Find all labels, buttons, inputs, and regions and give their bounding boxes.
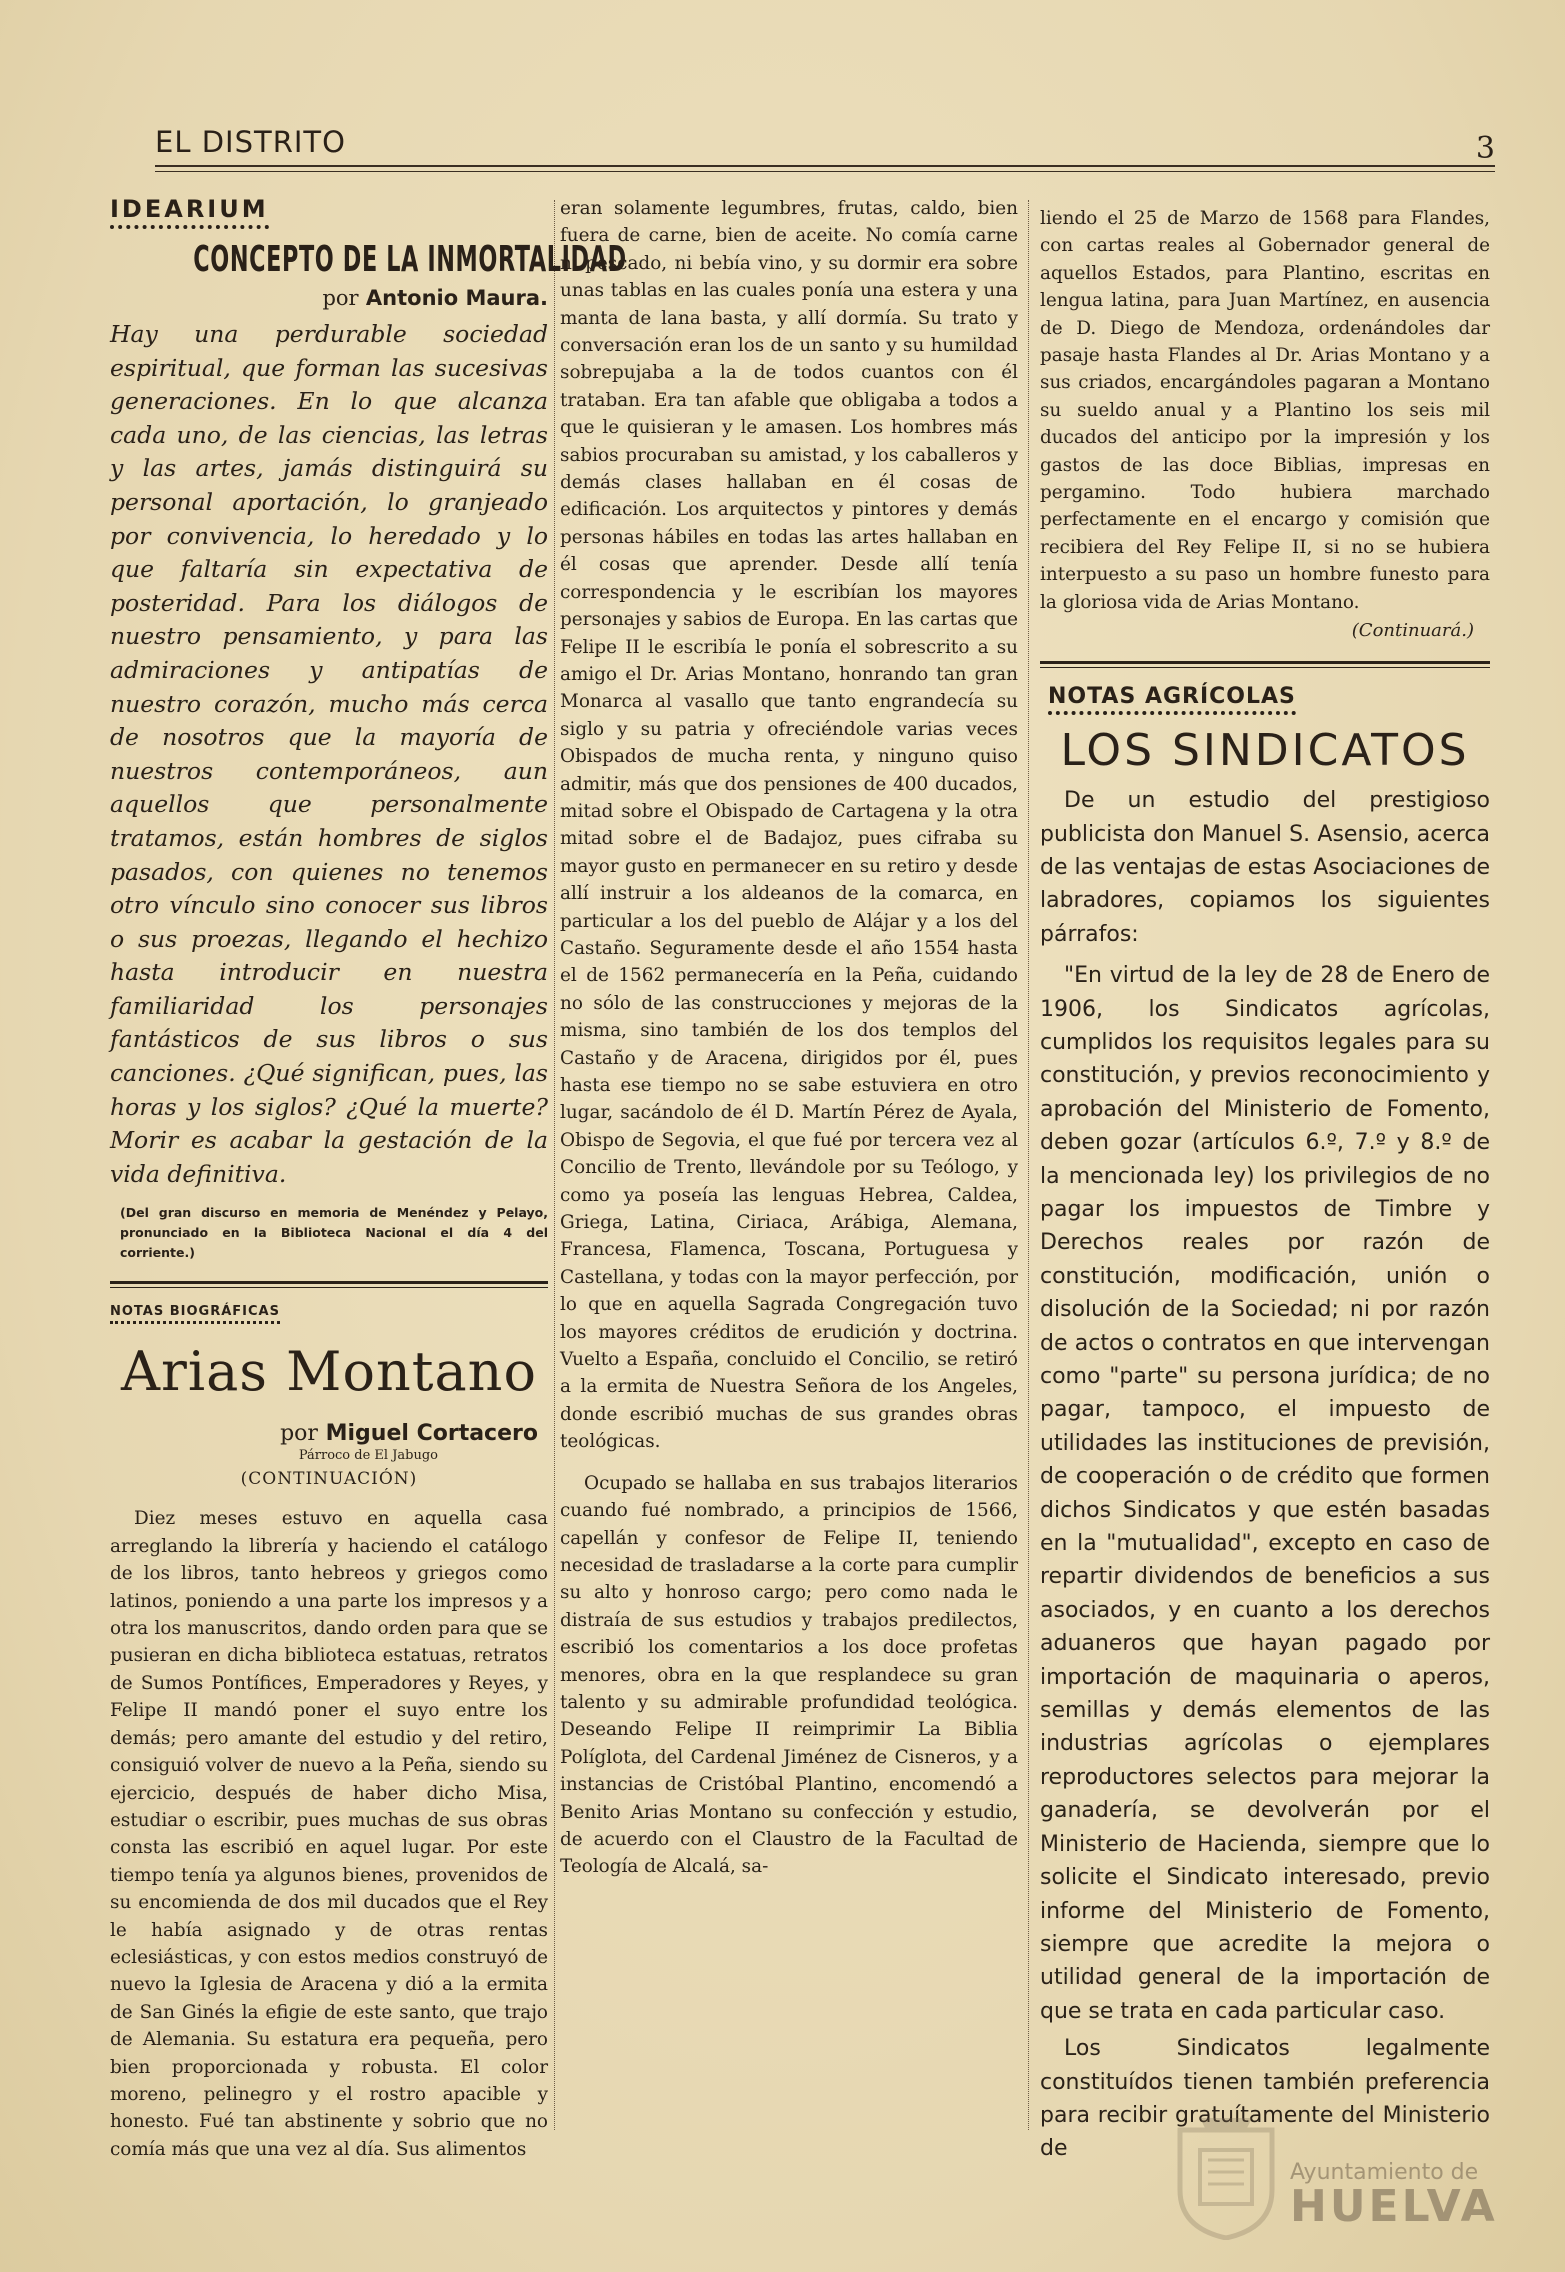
newspaper-title: EL DISTRITO <box>155 125 346 159</box>
watermark-line2: HUELVA <box>1290 2181 1498 2232</box>
arias-author: Miguel Cortacero <box>325 1421 538 1447</box>
watermark-text <box>1290 2160 1498 2232</box>
arias-kicker: NOTAS BIOGRÁFICAS <box>110 1304 280 1324</box>
byline-prefix: por <box>322 286 359 310</box>
idearium-headline: CONCEPTO DE LA INMORTALIDAD <box>193 239 627 280</box>
idearium-note: (Del gran discurso en memoria de Menéndez y Pelayo, pronunciado en la Biblioteca Nacional el día 4 del corriente.) <box>120 1205 548 1261</box>
idearium-byline <box>110 286 548 310</box>
arias-paragraph: Ocupado se hallaba en sus trabajos literarios cuando fué nombrado, a principios de 1566, capellán y confesor de Felipe II, teniendo necesidad de trasladarse a la corte para cumplir su alto y honroso cargo; pero como nada le distraía de sus estudios y trabajos predilectos, escribió los comentarios a los doce profetas menores, obra en la que resplandece su gran talento y su admirable profundidad teológica. Deseando Felipe II reimprimir La Biblia Políglota, del Cardenal Jiménez de Cisneros, y a instancias de Cristóbal Plantino, encomendó a Benito Arias Montano su confección y estudio, de acuerdo con el Claustro de la Facultad de Teología de Alcalá, sa- <box>560 1472 1018 1878</box>
arias-paragraph: Diez meses estuvo en aquella casa arreglando la librería y haciendo el catálogo de los libros, tanto hebreos y griegos como latinos, poniendo a una parte los impresos y a otra los manuscritos, dando orden para que se pusieran en dicha biblioteca estatuas, retratos de Sumos Pontífices, Emperadores y Reyes, y Felipe II mandó poner el suyo entre los demás; pero amante del estudio y del retiro, consiguió volver de nuevo a la Peña, siendo su ejercicio, después de haber dicho Misa, estudiar o escribir, pues muchas de sus obras consta las escribió en aquel lugar. Por este tiempo tenía ya algunos bienes, provenidos de su encomienda de dos mil ducados que el Rey le había asignado y de otras rentas eclesiásticas, y con estos medios construyó de nuevo la Iglesia de Aracena y dió a la ermita de San Ginés la efigie de este santo, que trajo de Alemania. Su estatura era pequeña, pero bien proporcionada y robusta. El color moreno, pelinegro y el rostro apacible y honesto. Fué tan abstinente y sobrio que no comía más que una vez al día. Sus alimentos <box>110 1508 548 2160</box>
idearium-kicker: IDEARIUM <box>110 195 269 229</box>
section-rule <box>1040 661 1490 664</box>
byline-prefix: por <box>280 1421 318 1447</box>
header-rule <box>155 165 1495 167</box>
header-rule-thin <box>155 171 1495 172</box>
column-left <box>110 195 627 2160</box>
idearium-author: Antonio Maura. <box>365 286 548 310</box>
section-rule-thin <box>1040 667 1490 668</box>
column-right <box>1040 205 1491 2162</box>
arias-paragraph: liendo el 25 de Marzo de 1568 para Flandes, con cartas reales al Gobernador general de aquellos Estados, para Plantino, escritas en lengua latina, para Juan Martínez, en ausencia de D. Diego de Mendoza, ordenándoles dar pasaje hasta Flandes al Dr. Arias Montano y a sus criados, encargándoles pagaran a Montano su sueldo anual y a Plantino los seis mil ducados del anticipo por la impresión y los gastos de las doce Biblias, impresas en pergamino. Todo hubiera marchado perfectamente en el encargo y comisión que recibiera del Rey Felipe II, si no se hubiera interpuesto a su paso un hombre funesto para la gloriosa vida de Arias Montano. <box>1040 208 1490 613</box>
section-rule <box>110 1281 548 1284</box>
column-middle <box>560 195 1018 2132</box>
sindicatos-title: LOS SINDICATOS <box>1060 725 1470 777</box>
idearium-text: Hay una perdurable sociedad espiritual, que forman las sucesivas generaciones. En lo que alcanza cada uno, de las ciencias, las letras y las artes, jamás distinguirá su personal aportación, lo granjeado por convivencia, lo heredado y lo que faltaría sin expectativa de posteridad. Para los diálogos de nuestro pensamiento, y para las admiraciones y antipatías de nuestro corazón, mucho más cerca de nosotros que la mayoría de nuestros contemporáneos, aun aquellos que personalmente tratamos, están hombres de siglos pasados, con quienes no tenemos otro vínculo sino conocer sus libros o sus proezas, llegando el hechizo hasta introducir en nuestra familiaridad los personajes fantásticos de sus libros o sus canciones. ¿Qué significan, pues, las horas y los siglos? ¿Qué la muerte? Morir es acabar la gestación de la vida definitiva. <box>110 320 548 1188</box>
arias-paragraph: eran solamente legumbres, frutas, caldo, bien fuera de carne, bien de aceite. No comía carne ni pescado, ni bebía vino, y su dormir era sobre unas tablas en las cuales ponía una estera y una manta de lana basta, y allí dormía. Su trato y conversación eran los de un santo y su humildad sobrepujaba a la de todos cuantos con él trataban. Era tan afable que obligaba a todos a que le quisieran y le amasen. Los hombres más sabios procuraban su amistad, y los caballeros y demás clases hallaban en él cosas de edificación. Los arquitectos y pintores y demás personas hábiles en todas las artes hallaban en él cosas que aprender. Desde allí tenía correspondencia y le escribían los mayores personajes y sabios de Europa. En las cartas que Felipe II le escribía le ponía el sobrescrito a su amigo el Dr. Arias Montano, honrando tan gran Monarca al vasallo que tanto engrandecía su siglo y su patria y ofreciéndole varias veces Obispados de mucha renta, y ninguno quiso admitir, más que dos pensiones de 400 ducados, mitad sobre el Obispado de Cartagena y la otra mitad sobre el de Badajoz, pues cifraba su mayor gusto en permanecer en su retiro y desde allí instruir a los aldeanos de la comarca, en particular a los del pueblo de Alájar y a los del Castaño. Seguramente desde el año 1554 hasta el de 1562 permanecería en la Peña, cuidando no sólo de las construcciones y mejoras de la misma, sino también de los dos templos del Castaño y de Aracena, dirigidos por él, pues hasta ese tiempo no se sabe estuviera en otro lugar, sacándolo de él D. Martín Pérez de Ayala, Obispo de Segovia, el que fué por tercera vez al Concilio de Trento, llevándole por su Teólogo, y como ya poseía las lenguas Hebrea, Caldea, Griega, Latina, Ciriaca, Arábiga, Alemana, Francesa, Flamenca, Toscana, Portuguesa y Castellana, y todas con la mayor perfección, por lo que en aquella Sagrada Congregación tuvo los mayores créditos de erudición y doctrina. Vuelto a España, concluido el Concilio, se retiró a la ermita de Nuestra Señora de los Angeles, donde escribió muchas de sus grandes obras teológicas. <box>560 198 1018 1453</box>
column-divider <box>1028 200 1029 2130</box>
sindicatos-paragraph: "En virtud de la ley de 28 de Enero de 1906, los Sindicatos agrícolas, cumplidos los requisitos legales para su constitución, y previos reconocimiento y aprobación del Ministerio de Fomento, deben gozar (artículos 6.º, 7.º y 8.º de la mencionada ley) los privilegios de no pagar los impuestos de Timbre y Derechos reales por razón de constitución, modificación, unión o disolución de la Sociedad; ni por razón de actos o contratos en que intervengan como "parte" su persona jurídica; de no pagar, tampoco, el impuesto de utilidades las instituciones de previsión, de cooperación o de crédito que formen dichos Sindicatos y que estén basadas en la "mutualidad", excepto en caso de repartir dividendos de beneficios a sus asociados, y en cuanto a los derechos aduaneros que hayan pagado por importación de maquinaria o aperos, semillas y demás elementos de las industrias agrícolas o ejemplares reproductores selectos para mejorar la ganadería, se devolverán por el Ministerio de Hacienda, siempre que lo solicite el Sindicato interesado, previo informe del Ministerio de Fomento, siempre que acredite la mejora o utilidad general de la importación de que se trata en cada particular caso. <box>1040 963 1490 2024</box>
city-seal-watermark <box>1170 2110 1282 2240</box>
sindicatos-kicker: NOTAS AGRÍCOLAS <box>1048 684 1296 715</box>
page-number: 3 <box>1475 131 1495 166</box>
sindicatos-paragraph: Los Sindicatos legalmente constituídos tienen también preferencia para recibir gratuítamente del Ministerio de <box>1040 2036 1490 2162</box>
sindicatos-paragraph: De un estudio del prestigioso publicista don Manuel S. Asensio, acerca de las ventajas de estas Asociaciones de labradores, copiamos los siguientes párrafos: <box>1040 788 1491 947</box>
running-head <box>155 125 1495 166</box>
column-divider <box>554 200 555 2130</box>
section-rule-thin <box>110 1287 548 1288</box>
watermark-line1: Ayuntamiento de <box>1290 2160 1479 2185</box>
arias-title: Arias Montano <box>121 1340 537 1404</box>
arias-continuation: (CONTINUACIÓN) <box>240 1469 418 1490</box>
arias-author-role: Párroco de El Jabugo <box>298 1448 438 1464</box>
arias-byline <box>110 1421 538 1446</box>
to-be-continued: (Continuará.) <box>1351 620 1474 642</box>
